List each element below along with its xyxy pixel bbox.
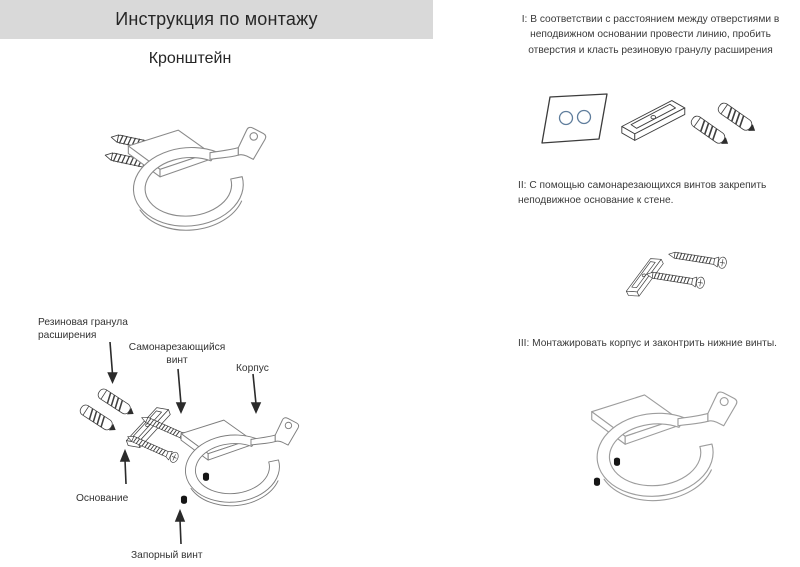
screw-icon [668, 249, 727, 269]
anchor-icon [96, 387, 136, 418]
lock-screw-icon [203, 473, 209, 481]
bracket-body-icon [128, 127, 265, 234]
step-2-drawing [600, 228, 790, 328]
base-rail-icon [622, 101, 685, 141]
screw-icon [126, 432, 180, 464]
wall-plate-icon [542, 94, 607, 143]
step-1-text: I: В соответствии с расстоянием между отверстиями в неподвижном основании провести линию, пробить отверстия и класть резиновую гранулу расширения [521, 14, 780, 56]
arrow-down-icon [252, 403, 260, 412]
label-lock-screw: Запорный винт [131, 550, 203, 561]
step-1-drawing [531, 86, 786, 171]
label-self-tapping-screw: Самонарезающийся винт [128, 342, 226, 367]
step-3-drawing [555, 372, 800, 542]
bracket-overview-drawing [95, 110, 285, 255]
label-body: Корпус [236, 363, 269, 374]
label-rubber-granule: Резиновая гранула расширения [38, 317, 128, 342]
bracket-body-icon [181, 418, 299, 510]
label-base: Основание [76, 493, 129, 504]
anchor-icon [689, 114, 731, 148]
arrow-up-icon [176, 511, 184, 521]
lock-screw-icon [594, 478, 600, 486]
product-title: Кронштейн [148, 50, 232, 67]
arrow-down-icon [109, 373, 117, 382]
lock-screw-icon [181, 496, 187, 504]
step-2-text: II: С помощью самонарезающихся винтов закрепить неподвижное основание к стене. [518, 180, 767, 207]
page-title: Инструкция по монтажу [115, 9, 318, 29]
bracket-body-icon [592, 392, 737, 505]
header-bar [0, 0, 433, 39]
arrow-up-icon [121, 451, 129, 461]
arrow-down-icon [177, 403, 185, 412]
lock-screw-icon [614, 458, 620, 466]
anchor-icon [78, 403, 118, 434]
step-3-text: III: Монтажировать корпус и законтрить нижние винты. [518, 338, 778, 349]
anchor-icon [716, 101, 758, 135]
